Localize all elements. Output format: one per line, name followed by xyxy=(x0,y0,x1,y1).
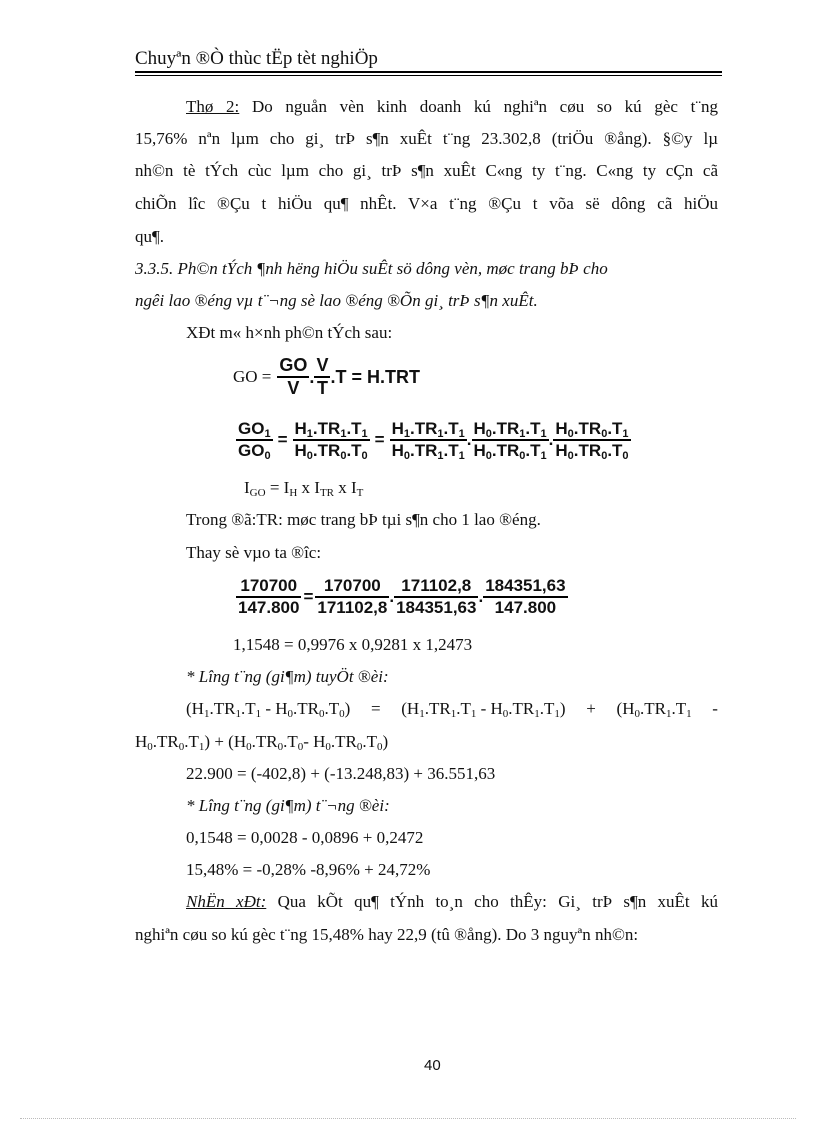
absolute-formula-line2: $H_0.TR_0.T_1) + (H_0.TR_0.T_0-$ $H_0.TR_0.T_0$) xyxy=(135,732,389,753)
para1-line2: 15,76% nªn lµm cho gi¸ trÞ s¶n xuÊt t¨ng 23.302,8 (triÖu ®ång). §©y lµ xyxy=(135,129,718,148)
formula2-frac-c: $\frac{H_0.TR_1.T_1}{H_0.TR_0.T_1}$ xyxy=(473,419,547,462)
absolute-change-heading: * Lîng t¨ng (gi¶m) tuyÖt ®èi: xyxy=(186,667,389,686)
absolute-formula-line1: $(H_1.TR_1.T_1 - H_0.TR_0.T_0)$ = $(H_1.TR_1.T_1 - H_0.TR_1.T_1)$ + ($H_0.TR_1.T_1$ - xyxy=(186,699,718,720)
para1-line1-text: Do nguån vèn kinh doanh kú nghiªn cøu so kú gèc t¨ng xyxy=(239,97,719,116)
formula2-lhs-frac: $\frac{GO_1}{GO_0}$ xyxy=(238,419,271,462)
para1-line5: qu¶. xyxy=(135,227,164,246)
absolute-numbers: 22.900 = (-402,8) + (-13.248,83) + 36.551,63 xyxy=(186,764,496,783)
thay-so-line: Thay sè vµo ta ®îc: xyxy=(186,543,322,562)
formula1-frac-go-v: $\frac{GO}{V}$ xyxy=(279,355,308,398)
numeric-frac-1: $\frac{170700}{147.800}$ xyxy=(238,576,300,617)
formula2-eq1: = xyxy=(277,430,288,449)
relative-change-heading: * Lîng t¨ng (gi¶m) t¨¬ng ®èi: xyxy=(186,796,390,815)
section-heading-line2: ngêi lao ®éng vµ t¨¬ng sè lao ®éng ®Õn gi¸ trÞ s¶n xuÊt. xyxy=(135,291,538,310)
abs-line1-trailer: - xyxy=(712,699,718,718)
ratio-equation: 1,1548 = 0,9976 x 0,9281 x 1,2473 xyxy=(233,635,473,654)
section-heading-line1: 3.3.5. Ph©n tÝch ¶nh hëng hiÖu suÊt sö dông vèn, møc trang bÞ cho xyxy=(135,259,608,278)
formula2-frac-a: $\frac{H_1.TR_1.T_1}{H_0.TR_0.T_0}$ xyxy=(294,419,368,462)
formula2-eq2: = xyxy=(374,430,385,449)
conclusion-line1: NhËn xÐt: Qua kÕt qu¶ tÝnh to¸n cho thÊy: Gi¸ trÞ s¶n xuÊt kú xyxy=(186,892,718,911)
conclusion-lead: NhËn xÐt: xyxy=(186,892,267,911)
header-rule-thick xyxy=(135,71,722,73)
formula2-frac-d: $\frac{H_0.TR_0.T_1}{H_0.TR_0.T_0}$ xyxy=(555,419,629,462)
formula1-frac-v-t: $\frac{V}{T}$ xyxy=(316,355,329,398)
relative-line1: 0,1548 = 0,0028 - 0,0896 + 0,2472 xyxy=(186,828,424,847)
formula1-dot: . xyxy=(309,366,315,387)
formula-2: $\frac{GO_1}{GO_0}$ = $\frac{H_1.TR_1.T_1}{H_0.TR_0.T_0}$ = $\frac{H_1.TR_1.T_1}{H_0.TR_1.T_1}$ . $\frac{H_0.TR_1.T_1}{H_0.TR_0.T_1}$ . $\frac{H_0.TR_0.T_1}{H_0.TR_0.T_0}$ xyxy=(238,419,629,462)
page-bottom-border xyxy=(20,1118,796,1119)
page-header: Chuyªn ®Ò thùc tËp tèt nghiÖp xyxy=(135,48,378,69)
trong-do-line: Trong ®ã:TR: møc trang bÞ tµi s¶n cho 1 lao ®éng. xyxy=(186,510,541,529)
page-number: 40 xyxy=(424,1057,441,1074)
index-equation: $I_{GO} = I_H$ x $I_{TR}$ x $I_T$ xyxy=(244,478,364,499)
para1-line1 xyxy=(186,97,718,117)
conclusion-line2: nghiªn cøu so kú gèc t¨ng 15,48% hay 22,9 (tû ®ång). Do 3 nguyªn nh©n: xyxy=(135,925,639,944)
para1-lead: Thø 2: xyxy=(186,97,240,116)
para1-line3: nh©n tè tÝch cùc lµm cho gi¸ trÞ s¶n xuÊt C«ng ty t¨ng. C«ng ty cÇn cã xyxy=(135,161,718,180)
formula-1 xyxy=(233,355,420,399)
numeric-frac-3: $\frac{171102,8}{184351,63}$ xyxy=(396,576,477,617)
formula1-tail: .T = H.TRT xyxy=(330,366,420,387)
numeric-frac-4: $\frac{184351,63}{147.800}$ xyxy=(485,576,566,617)
formula1-lhs: GO = xyxy=(233,367,272,386)
relative-line2: 15,48% = -0,28% -8,96% + 24,72% xyxy=(186,860,431,879)
intro-model: XÐt m« h×nh ph©n tÝch sau: xyxy=(186,323,393,342)
header-rule-thin xyxy=(135,75,722,76)
formula2-frac-b: $\frac{H_1.TR_1.T_1}{H_0.TR_1.T_1}$ xyxy=(391,419,465,462)
numeric-frac-2: $\frac{170700}{171102,8}$ xyxy=(317,576,388,617)
numeric-fraction-equation: $\frac{170700}{147.800}$ = $\frac{170700}{171102,8}$ . $\frac{171102,8}{184351,63}$ . $\frac{184351,63}{147.800}$ xyxy=(238,576,566,617)
para1-line4: chiÕn lîc ®Çu t hiÖu qu¶ nhÊt. V×a t¨ng ®Çu t võa së dông cã hiÖu xyxy=(135,194,718,213)
